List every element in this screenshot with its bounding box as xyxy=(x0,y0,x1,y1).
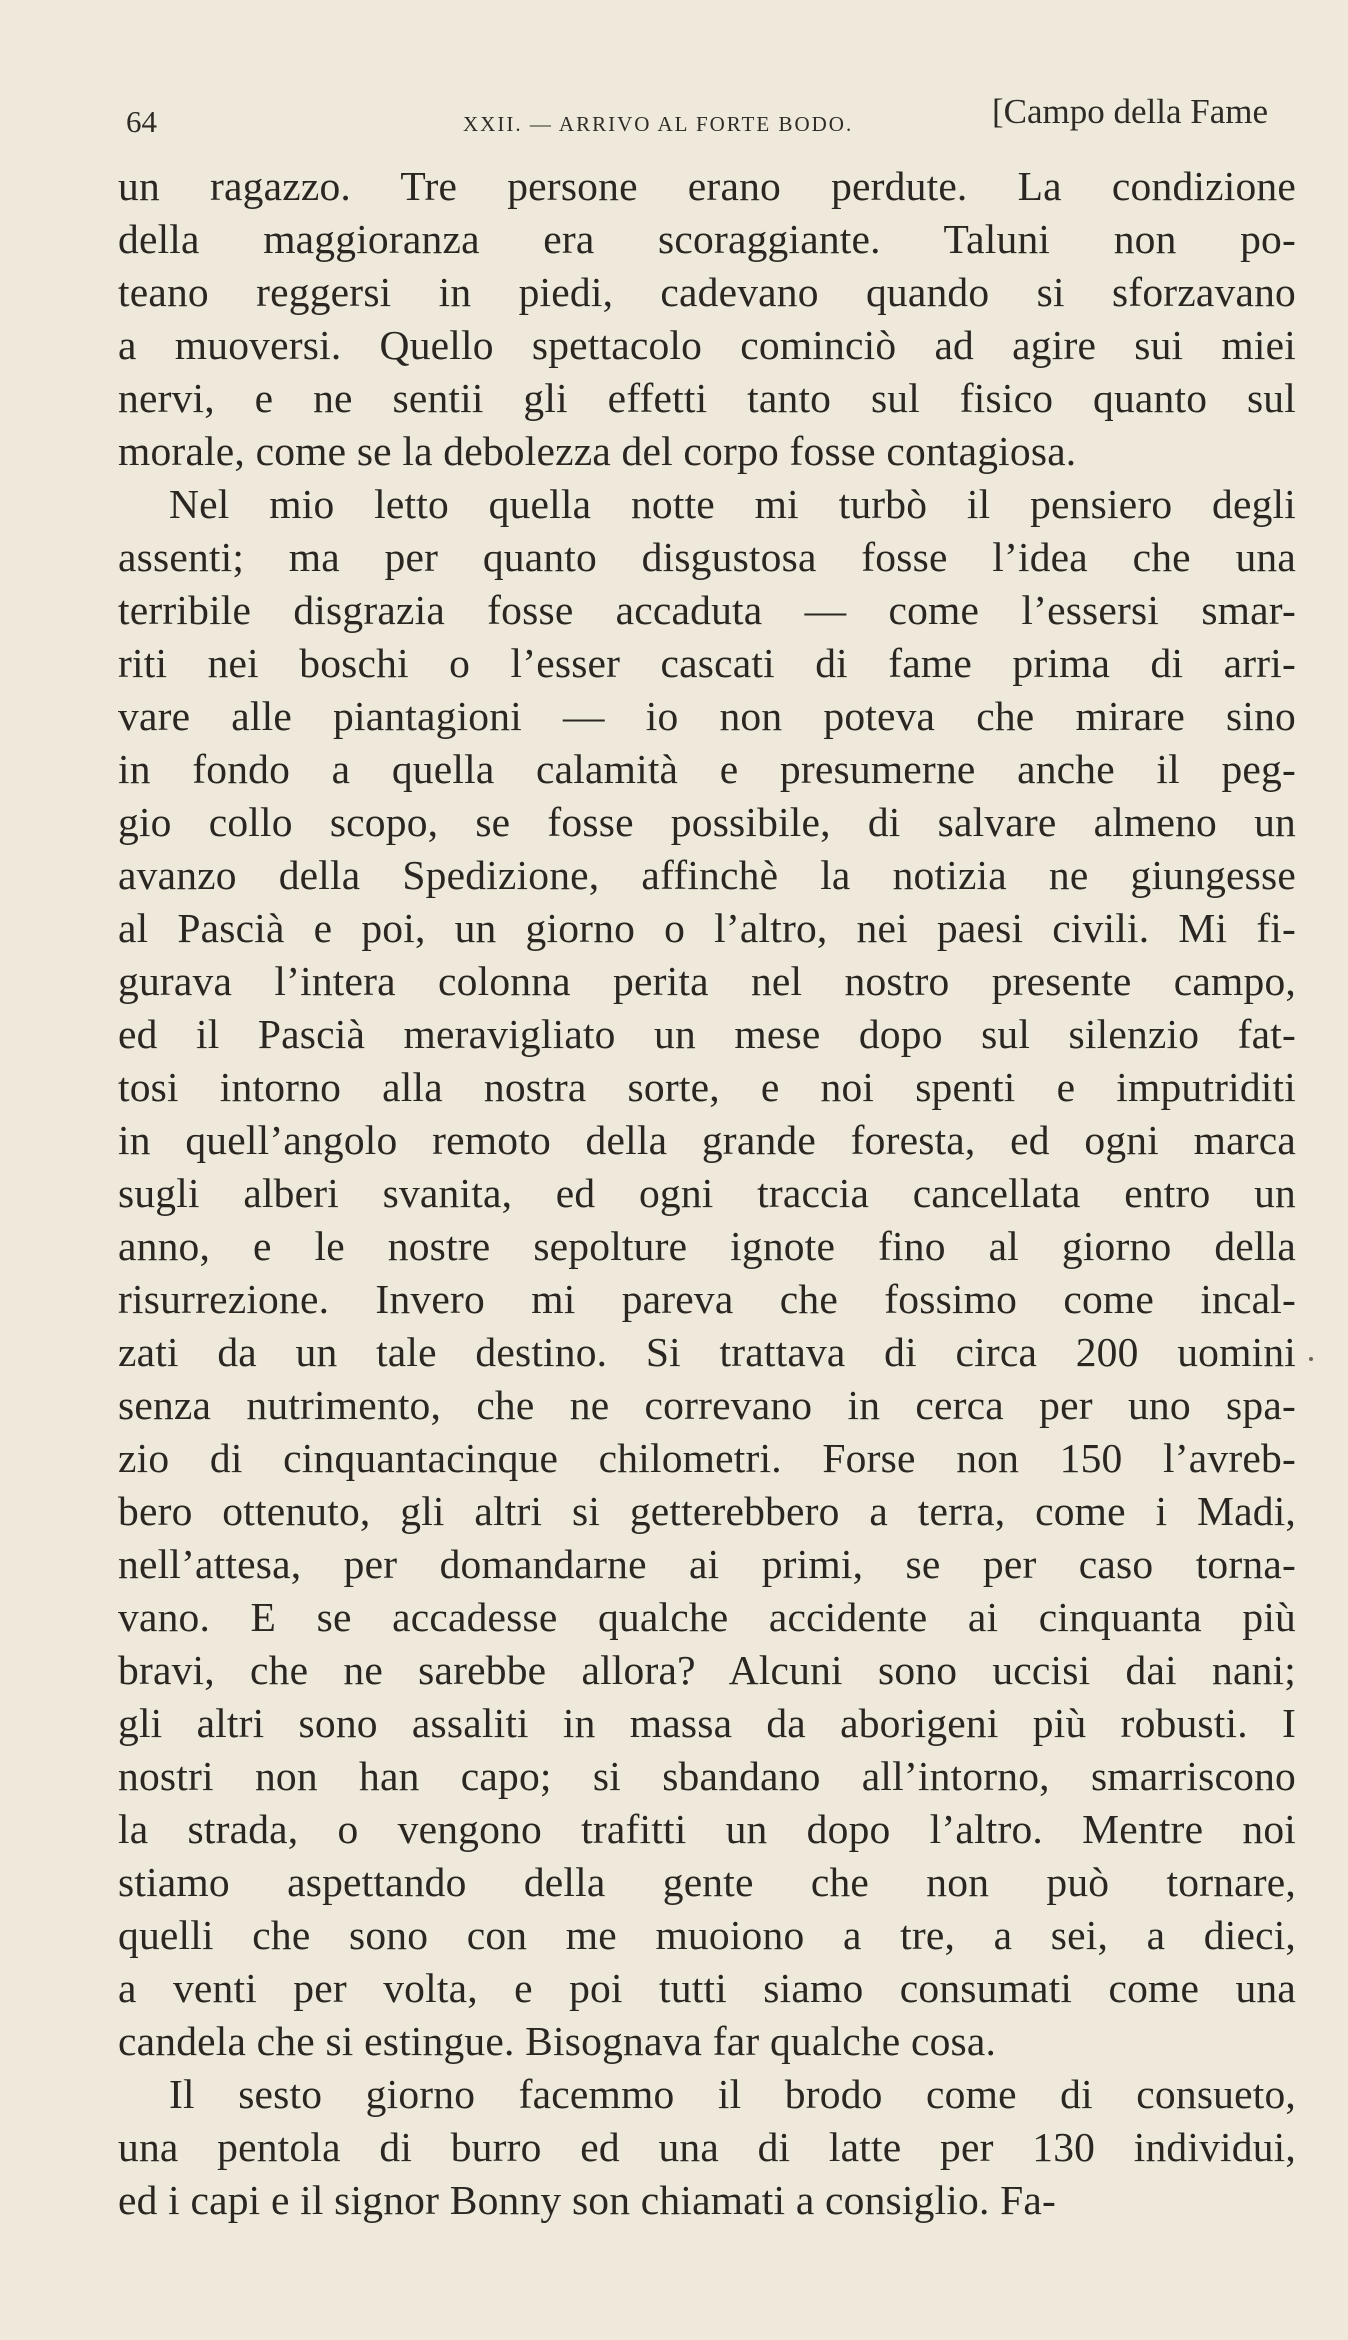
text-line: nostri non han capo; si sbandano all’intorno, smarriscono xyxy=(118,1753,1296,1799)
text-line: nervi, e ne sentii gli effetti tanto sul fisico quanto sul xyxy=(118,375,1296,421)
text-line: gio collo scopo, se fosse possibile, di salvare almeno un xyxy=(118,799,1296,845)
text-line: risurrezione. Invero mi pareva che fossimo come incal- xyxy=(118,1276,1296,1322)
text-line: morale, come se la debolezza del corpo fosse contagiosa. xyxy=(118,428,1077,474)
text-line: zio di cinquantacinque chilometri. Forse non 150 l’avreb- xyxy=(118,1435,1296,1481)
text-line: la strada, o vengono trafitti un dopo l’altro. Mentre noi xyxy=(118,1806,1296,1852)
text-line: teano reggersi in piedi, cadevano quando si sforzavano xyxy=(118,269,1296,315)
text-line: riti nei boschi o l’esser cascati di fame prima di arri- xyxy=(118,640,1296,686)
text-line: terribile disgrazia fosse accaduta — come l’essersi smar- xyxy=(118,587,1296,633)
text-line: a muoversi. Quello spettacolo cominciò ad agire sui miei xyxy=(118,322,1296,368)
text-line: tosi intorno alla nostra sorte, e noi spenti e imputriditi xyxy=(118,1064,1296,1110)
text-line: nell’attesa, per domandarne ai primi, se per caso torna- xyxy=(118,1541,1296,1587)
text-line: ed il Pascià meravigliato un mese dopo sul silenzio fat- xyxy=(118,1011,1296,1057)
text-line: al Pascià e poi, un giorno o l’altro, nei paesi civili. Mi fi- xyxy=(118,905,1296,951)
text-line: avanzo della Spedizione, affinchè la notizia ne giungesse xyxy=(118,852,1296,898)
text-line: gli altri sono assaliti in massa da aborigeni più robusti. I xyxy=(118,1700,1296,1746)
text-line: anno, e le nostre sepolture ignote fino al giorno della xyxy=(118,1223,1296,1269)
text-line: bero ottenuto, gli altri si getterebbero a terra, come i Madi, xyxy=(118,1488,1296,1534)
text-line: della maggioranza era scoraggiante. Taluni non po- xyxy=(118,216,1296,262)
page-number: 64 xyxy=(126,104,157,139)
text-line: candela che si estingue. Bisognava far qualche cosa. xyxy=(118,2018,997,2064)
running-head: XXII. — ARRIVO AL FORTE BODO. xyxy=(463,112,854,136)
text-line: bravi, che ne sarebbe allora? Alcuni sono uccisi dai nani; xyxy=(118,1647,1296,1693)
page-header xyxy=(126,92,1298,142)
text-line: gurava l’intera colonna perita nel nostro presente campo, xyxy=(118,958,1296,1004)
text-line: vano. E se accadesse qualche accidente ai cinquanta più xyxy=(118,1594,1296,1640)
text-line: sugli alberi svanita, ed ogni traccia cancellata entro un xyxy=(118,1170,1296,1216)
body-text xyxy=(118,160,1296,2227)
text-line: in fondo a quella calamità e presumerne anche il peg- xyxy=(118,746,1296,792)
text-line: a venti per volta, e poi tutti siamo consumati come una xyxy=(118,1965,1296,2011)
text-line: un ragazzo. Tre persone erano perdute. La condizione xyxy=(118,163,1296,209)
text-line: quelli che sono con me muoiono a tre, a sei, a dieci, xyxy=(118,1912,1296,1958)
text-line: assenti; ma per quanto disgustosa fosse l’idea che una xyxy=(118,534,1296,580)
text-line: senza nutrimento, che ne correvano in cerca per uno spa- xyxy=(118,1382,1296,1428)
text-line: zati da un tale destino. Si trattava di circa 200 uomini xyxy=(118,1329,1296,1375)
text-line: in quell’angolo remoto della grande foresta, ed ogni marca xyxy=(118,1117,1296,1163)
text-line: stiamo aspettando della gente che non può tornare, xyxy=(118,1859,1296,1905)
text-line: una pentola di burro ed una di latte per 130 individui, xyxy=(118,2124,1296,2170)
text-line: Il sesto giorno facemmo il brodo come di consueto, xyxy=(169,2071,1296,2117)
running-note: [Campo della Fame xyxy=(992,92,1269,131)
text-line: vare alle piantagioni — io non poteva che mirare sino xyxy=(118,693,1296,739)
margin-mark xyxy=(1309,1357,1313,1361)
text-line: Nel mio letto quella notte mi turbò il pensiero degli xyxy=(169,481,1296,527)
text-line: ed i capi e il signor Bonny son chiamati a consiglio. Fa- xyxy=(118,2177,1057,2223)
